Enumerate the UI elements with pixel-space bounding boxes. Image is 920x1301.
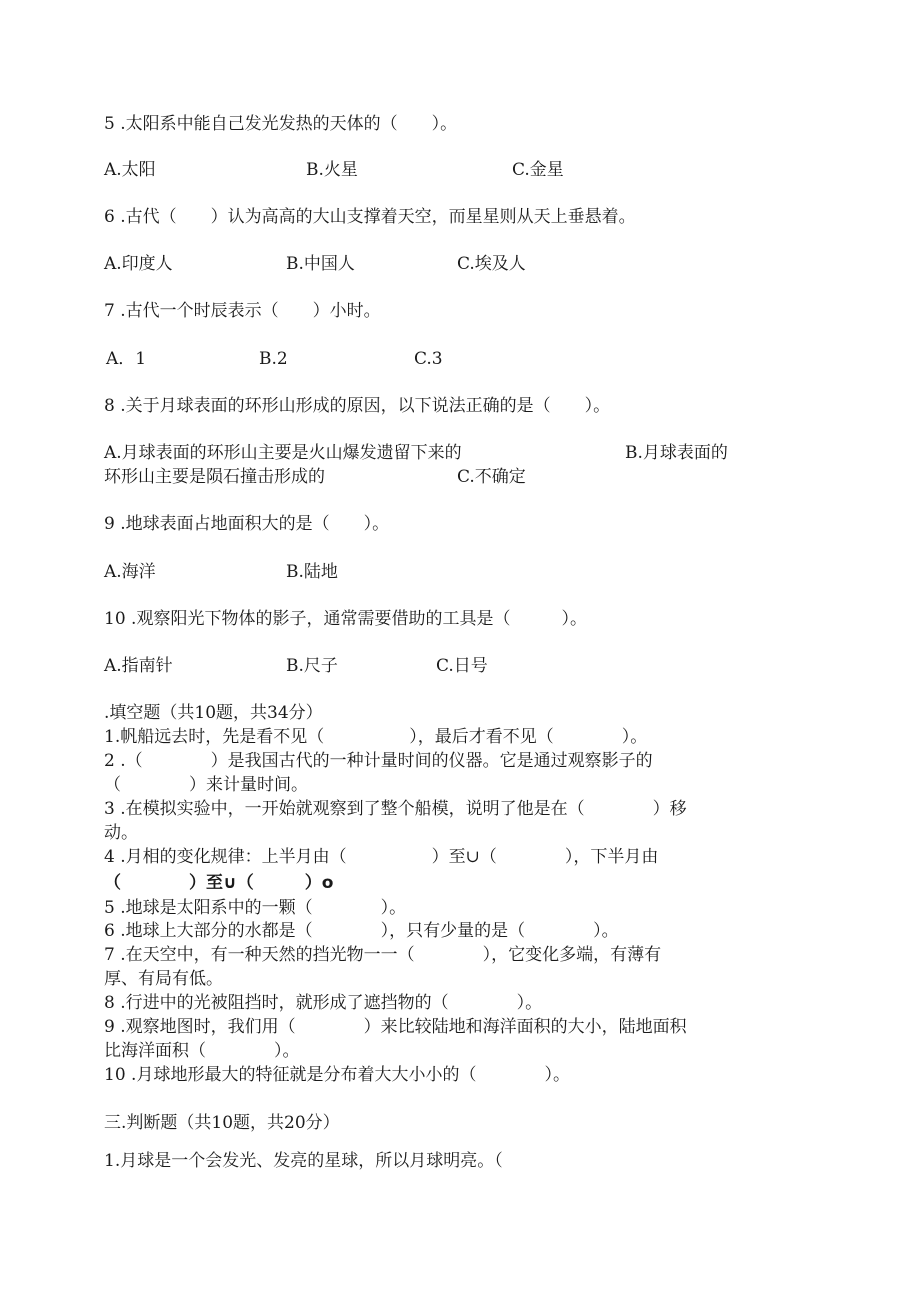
fill-line: 3 .在模拟实验中，一开始就观察到了整个船模，说明了他是在（ ）移 xyxy=(104,799,687,819)
question-9-option-b: B.陆地 xyxy=(286,562,338,582)
fill-line: 比海洋面积（ ）。 xyxy=(104,1041,300,1061)
question-7-option-c: C.3 xyxy=(414,349,443,369)
fill-line: 厚、有局有低。 xyxy=(104,969,223,989)
question-10-stem: 10 .观察阳光下物体的影子，通常需要借助的工具是（ ）。 xyxy=(104,609,587,629)
fill-line: （ ）至∪（ ）o xyxy=(104,873,334,893)
fill-line: 8 .行进中的光被阻挡时，就形成了遮挡物的（ ）。 xyxy=(104,993,543,1013)
fill-line: 5 .地球是太阳系中的一颗（ ）。 xyxy=(104,898,407,918)
question-8-option-b-part2: 环形山主要是陨石撞击形成的 xyxy=(104,467,325,487)
question-9-stem: 9 .地球表面占地面积大的是（ ）。 xyxy=(104,514,390,534)
question-10-option-b: B.尺子 xyxy=(286,656,338,676)
question-8-option-c: C.不确定 xyxy=(457,467,526,487)
question-5-stem: 5 .太阳系中能自己发光发热的天体的（ ）。 xyxy=(104,114,458,134)
judge-question-1: 1.月球是一个会发光、发亮的星球，所以月球明亮。（ xyxy=(104,1151,503,1171)
judge-section-title: 三.判断题（共10题，共20分） xyxy=(104,1113,340,1133)
fill-line: （ ）来计量时间。 xyxy=(104,775,308,795)
question-9-option-a: A.海洋 xyxy=(104,562,156,582)
question-6-stem: 6 .古代（ ）认为高高的大山支撑着天空，而星星则从天上垂悬着。 xyxy=(104,207,636,227)
question-5-option-b: B.火星 xyxy=(306,160,358,180)
fill-line: 1.帆船远去时，先是看不见（ ），最后才看不见（ ）。 xyxy=(104,727,648,747)
question-6-option-a: A.印度人 xyxy=(104,254,173,274)
question-10-option-a: A.指南针 xyxy=(104,656,173,676)
question-6-option-b: B.中国人 xyxy=(286,254,355,274)
question-7-stem: 7 .古代一个时辰表示（ ）小时。 xyxy=(104,301,381,321)
fill-line: 4 .月相的变化规律：上半月由（ ）至∪（ ），下半月由 xyxy=(104,847,659,867)
question-8-stem: 8 .关于月球表面的环形山形成的原因，以下说法正确的是（ ）。 xyxy=(104,396,611,416)
question-10-option-c: C.日号 xyxy=(436,656,488,676)
fill-line: 动。 xyxy=(104,823,138,843)
question-5-option-a: A.太阳 xyxy=(104,160,156,180)
fill-line: 10 .月球地形最大的特征就是分布着大大小小的（ ）。 xyxy=(104,1065,570,1085)
fill-section-title: .填空题（共10题，共34分） xyxy=(104,703,323,723)
question-5-option-c: C.金星 xyxy=(512,160,564,180)
question-7-option-b: B.2 xyxy=(259,349,288,369)
question-7-option-a: A．1 xyxy=(106,349,147,369)
question-6-option-c: C.埃及人 xyxy=(457,254,526,274)
fill-line: 2 .（ ）是我国古代的一种计量时间的仪器。它是通过观察影子的 xyxy=(104,751,653,771)
question-8-option-a: A.月球表面的环形山主要是火山爆发遗留下来的 xyxy=(104,443,462,463)
fill-line: 7 .在天空中，有一种天然的挡光物一一（ ），它变化多端，有薄有 xyxy=(104,945,662,965)
fill-line: 6 .地球上大部分的水都是（ ），只有少量的是（ ）。 xyxy=(104,921,619,941)
fill-line: 9 .观察地图时，我们用（ ）来比较陆地和海洋面积的大小，陆地面积 xyxy=(104,1017,687,1037)
question-8-option-b-part1: B.月球表面的 xyxy=(625,443,728,463)
